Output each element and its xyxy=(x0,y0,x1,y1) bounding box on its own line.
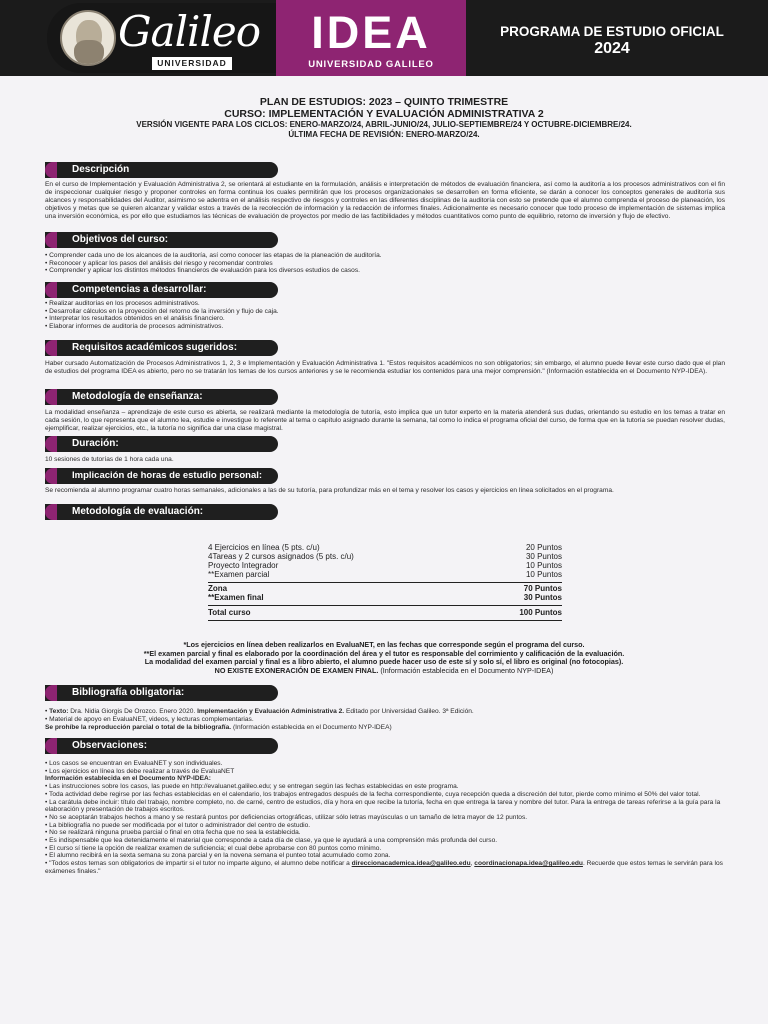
section-header-bibliografia xyxy=(45,685,278,701)
idea-logo-text: IDEA xyxy=(311,7,431,58)
section-marker-icon xyxy=(45,738,57,754)
list-item: • No se aceptarán trabajos hechos a mano y se restará puntos por deficiencias ortográficas, utilizar sólo letras mayúsculas o un tamaño de letra mayor de 12 puntos. xyxy=(45,814,725,822)
section-label: Implicación de horas de estudio personal: xyxy=(72,470,263,481)
grade-points: 10 Puntos xyxy=(525,570,562,579)
section-label: Competencias a desarrollar: xyxy=(72,284,207,295)
section-header-objetivos xyxy=(45,232,278,248)
list-item: • Toda actividad debe regirse por las fechas establecidas en el calendario, los trabajos entregados después de la fecha correspondiente, cuya recepción queda a discreción del tutor, pierde como mínimo el 50% del valor total. xyxy=(45,791,725,799)
note-line: **El examen parcial y final es elaborado por la coordinación del área y el tutor es responsable del corrimiento y calificación de la evaluación. xyxy=(143,648,625,658)
horas-estudio-text: Se recomienda al alumno programar cuatro horas semanales, adicionales a las de su tutoría, para profundizar más en el tema y resolver los casos y ejercicios en línea solicitados en el programa. xyxy=(45,487,614,494)
grade-points: 10 Puntos xyxy=(525,561,562,570)
section-label: Objetivos del curso: xyxy=(72,234,169,245)
section-label: Descripción xyxy=(72,164,130,175)
list-item: • La bibliografía no puede ser modificada por el tutor o administrador del centro de estudio. xyxy=(45,822,725,830)
email-link-academic[interactable]: direccionacademica.idea@galileo.edu xyxy=(351,860,471,868)
list-item: • El alumno recibirá en la sexta semana su zona parcial y en la novena semana el punteo total acumulado como zona. xyxy=(45,852,725,860)
list-item: • El curso sí tiene la opción de realizar examen de suficiencia; el cual debe aprobarse con 80 puntos como mínimo. xyxy=(45,845,725,853)
grade-row xyxy=(208,543,562,552)
divider xyxy=(208,605,562,606)
section-header-requisitos xyxy=(45,340,278,356)
grade-row-zona xyxy=(208,584,562,593)
list-item: • Realizar auditorías en los procesos administrativos. xyxy=(45,300,725,308)
note-line: *Los ejercicios en línea deben realizarlos en EvaluaNET, en las fechas que corresponde según el programa del curso. xyxy=(183,640,585,649)
section-header-duracion xyxy=(45,436,278,452)
section-header-observaciones xyxy=(45,738,278,754)
requisitos-text: Haber cursado Automatización de Procesos Administrativos 1, 2, 3 e Implementación y Evaluación Administrativa 1. "Estos requisitos académicos no son obligatorios; sin embargo, el alumno puede llevar este curso dado que el plan de estudios del programa IDEA es abierto, pero no se tratarán los temas de los cursos anteriores y se le recomienda estudiar los contenidos para una mejor comprensión." (Información establecida en el Documento NYP-IDEA). xyxy=(45,360,725,375)
galileo-logo-text: Galileo xyxy=(118,7,261,56)
info-header: Información establecida en el Documento NYP-IDEA: xyxy=(45,775,211,783)
divider xyxy=(208,620,562,621)
section-header-metodologia-ensenanza xyxy=(45,389,278,405)
program-title: PROGRAMA DE ESTUDIO OFICIAL xyxy=(500,24,724,39)
source-note: (Información establecida en el Documento NYP-IDEA) xyxy=(378,665,554,675)
grades-table xyxy=(208,543,562,622)
section-marker-icon xyxy=(45,232,57,248)
grade-name: 4Tareas y 2 cursos asignados (5 pts. c/u) xyxy=(208,552,354,561)
notice-text: "Todos estos temas son obligatorios de impartir si el tutor no imparte alguno, el alumno debe notificar a xyxy=(49,860,352,868)
section-label: Duración: xyxy=(72,438,119,449)
email-link-coordination[interactable]: coordinacionapa.idea@galileo.edu xyxy=(474,860,583,868)
descripcion-text: En el curso de Implementación y Evaluación Administrativa 2, se orientará al estudiante en la formulación, análisis e interpretación de métodos de evaluación financiera, así como la auditoría a los procesos administrativos con el fin de inspeccionar cualquier riesgo y proponer controles en forma continua los cuales permitirán que los procesos organizacionales se desarrollen en forma eficiente, se darán a conocer los conceptos generales de auditoría sus alcances y responsabilidades del Auditor, asimismo se adentra en el análisis respectivo de riesgos y controles en las diferentes disciplinas de la auditoría con esto se pretende que el alumno comprenda el proceso de planeación, los objetivos y metas que se quieren alcanzar y validar estos a través de la recolección de información y la redacción de informes finales. Adicionalmente es necesario conocer que todo proceso de implementación de sistemas implica una inversión económica, es por ello que estudiamos las técnicas de evaluación de proyectos por medio de las factibilidades y métodos cuantitativos como punto de equilibrio, retorno de inversión y flujo de efectivo. xyxy=(45,181,725,220)
grade-row xyxy=(208,570,562,579)
valid-cycles: VERSIÓN VIGENTE PARA LOS CICLOS: ENERO-MARZO/24, ABRIL-JUNIO/24, JULIO-SEPTIEMBRE/24 Y OCTUBRE-DICIEMBRE/24. xyxy=(136,120,632,129)
last-revision: ÚLTIMA FECHA DE REVISIÓN: ENERO-MARZO/24. xyxy=(288,130,480,139)
section-marker-icon xyxy=(45,340,57,356)
list-item xyxy=(45,708,725,716)
plan-title: PLAN DE ESTUDIOS: 2023 – QUINTO TRIMESTRE xyxy=(259,96,509,108)
bibliografia-list xyxy=(45,708,725,733)
grade-row xyxy=(208,552,562,561)
section-marker-icon xyxy=(45,389,57,405)
list-item: • Comprender y aplicar los distintos métodos financieros de evaluación para los diversos estudios de casos. xyxy=(45,267,725,275)
grade-row xyxy=(208,561,562,570)
section-label: Observaciones: xyxy=(72,740,148,751)
observaciones-list xyxy=(45,760,725,876)
section-header-metodologia-evaluacion xyxy=(45,504,278,520)
list-item: • No se realizará ninguna prueba parcial o final en otra fecha que no sea la establecida. xyxy=(45,829,725,837)
section-header-descripcion xyxy=(45,162,278,178)
grade-name: 4 Ejercicios en línea (5 pts. c/u) xyxy=(208,543,320,552)
grade-points: 30 Puntos xyxy=(523,593,562,602)
section-label: Metodología de enseñanza: xyxy=(72,391,203,402)
section-label: Metodología de evaluación: xyxy=(72,506,204,517)
list-item: • Desarrollar cálculos en la proyección del retorno de la inversión y flujo de caja. xyxy=(45,308,725,316)
idea-logo xyxy=(276,0,466,76)
list-item: • Interpretar los resultados obtenidos en el análisis financiero. xyxy=(45,315,725,323)
no-exoneration: NO EXISTE EXONERACIÓN DE EXAMEN FINAL. xyxy=(214,665,379,675)
separator: , xyxy=(470,860,475,868)
grade-points: 100 Puntos xyxy=(519,608,562,617)
list-item: • Material de apoyo en EvaluaNET, videos, y lecturas complementarias. xyxy=(45,716,725,724)
metodologia-ensenanza-text: La modalidad enseñanza – aprendizaje de este curso es abierta, se realizará mediante la metodología de tutoría, esto implica que un tutor experto en la materia atenderá sus dudas, orientando su estudio en los temas a tratar en cada sesión, lo que representa que el alumno lea, estudie e investigue lo referente al tema o capítulo asignado durante la semana, tal como lo indica el programa oficial del curso, de forma que en la tutoría se puedan resolver dudas, ejemplificar, realizar ejercicios, etc., la tutoría no significa dar una clase magistral. xyxy=(45,409,725,432)
program-year: 2024 xyxy=(594,40,630,57)
list-item: • Es indispensable que lea detenidamente el material que corresponde a cada día de clase, ya que le ayudará a una comprensión más profunda del curso. xyxy=(45,837,725,845)
list-item: • Los ejercicios en línea los debe realizar a través de EvaluaNET xyxy=(45,768,725,776)
galileo-bust-icon xyxy=(60,10,116,66)
texto-title: Implementación y Evaluación Administrativa 2. xyxy=(197,708,345,715)
section-marker-icon xyxy=(45,504,57,520)
section-header-competencias xyxy=(45,282,278,298)
grade-name: Proyecto Integrador xyxy=(208,561,279,570)
course-title: CURSO: IMPLEMENTACIÓN Y EVALUACIÓN ADMINISTRATIVA 2 xyxy=(224,108,544,120)
note-line: La modalidad del examen parcial y final es a libro abierto, el alumno puede hacer uso de este sí y solo sí, el libro es original (no fotocopias). xyxy=(144,657,624,667)
grade-points: 70 Puntos xyxy=(523,584,562,593)
grade-name: Zona xyxy=(208,584,228,593)
notice-text-end: . Recuerde que estos temas le servirán para los exámenes finales." xyxy=(45,860,723,875)
grade-name: Total curso xyxy=(208,608,251,617)
divider xyxy=(208,582,562,583)
list-item: • Comprender cada uno de los alcances de la auditoría, así como conocer las etapas de la planeación de auditoría. xyxy=(45,252,725,260)
list-item: • Elaborar informes de auditoría de procesos administrativos. xyxy=(45,323,725,331)
section-marker-icon xyxy=(45,685,57,701)
list-item: • Reconocer y aplicar los pasos del análisis del riesgo y recomendar controles xyxy=(45,260,725,268)
galileo-logo-subtext: UNIVERSIDAD xyxy=(152,57,232,70)
source-note: (Información establecida en el Documento NYP-IDEA) xyxy=(231,724,392,732)
competencias-list xyxy=(45,300,725,330)
note-line xyxy=(90,667,678,676)
duracion-text: 10 sesiones de tutorías de 1 hora cada una. xyxy=(45,456,174,463)
grade-points: 20 Puntos xyxy=(525,543,562,552)
page-header xyxy=(0,0,768,76)
section-label: Requisitos académicos sugeridos: xyxy=(72,342,238,353)
section-marker-icon xyxy=(45,468,57,484)
section-marker-icon xyxy=(45,282,57,298)
prohibition-text: Se prohíbe la reproducción parcial o total de la bibliografía. xyxy=(45,724,232,732)
evaluation-notes xyxy=(90,641,678,675)
grade-row-final xyxy=(208,593,562,602)
texto-label: Texto: xyxy=(49,708,69,715)
list-item: • La carátula debe incluir: título del trabajo, nombre completo, no. de carné, centro de estudios, día y hora en que recibe la tutoría, fecha en que entrega la tarea y nombre del tutor. Para la entrega de tareas referirse a la guía para la elaboración y presentación de trabajos escritos. xyxy=(45,799,725,814)
list-item xyxy=(45,724,725,732)
document-titles xyxy=(0,96,768,140)
texto-edition: Editado por Universidad Galileo. 3ª Edición. xyxy=(344,708,474,715)
grade-name: **Examen final xyxy=(208,593,264,602)
section-header-horas-estudio xyxy=(45,468,278,484)
list-item: • Los casos se encuentran en EvaluaNET y son individuales. xyxy=(45,760,725,768)
section-marker-icon xyxy=(45,162,57,178)
list-item: • Las instrucciones sobre los casos, las puede en http://evaluanet.galileo.edu; y se entregan según las fechas establecidas en este programa. xyxy=(45,783,725,791)
list-item xyxy=(45,860,725,875)
grade-points: 30 Puntos xyxy=(525,552,562,561)
section-marker-icon xyxy=(45,436,57,452)
grade-name: **Examen parcial xyxy=(208,570,270,579)
objetivos-list xyxy=(45,252,725,275)
grade-row-total xyxy=(208,608,562,617)
section-label: Bibliografía obligatoria: xyxy=(72,687,185,698)
texto-author: Dra. Nidia Giorgis De Orozco. Enero 2020. xyxy=(68,708,198,715)
idea-logo-subtext: UNIVERSIDAD GALILEO xyxy=(308,59,434,70)
